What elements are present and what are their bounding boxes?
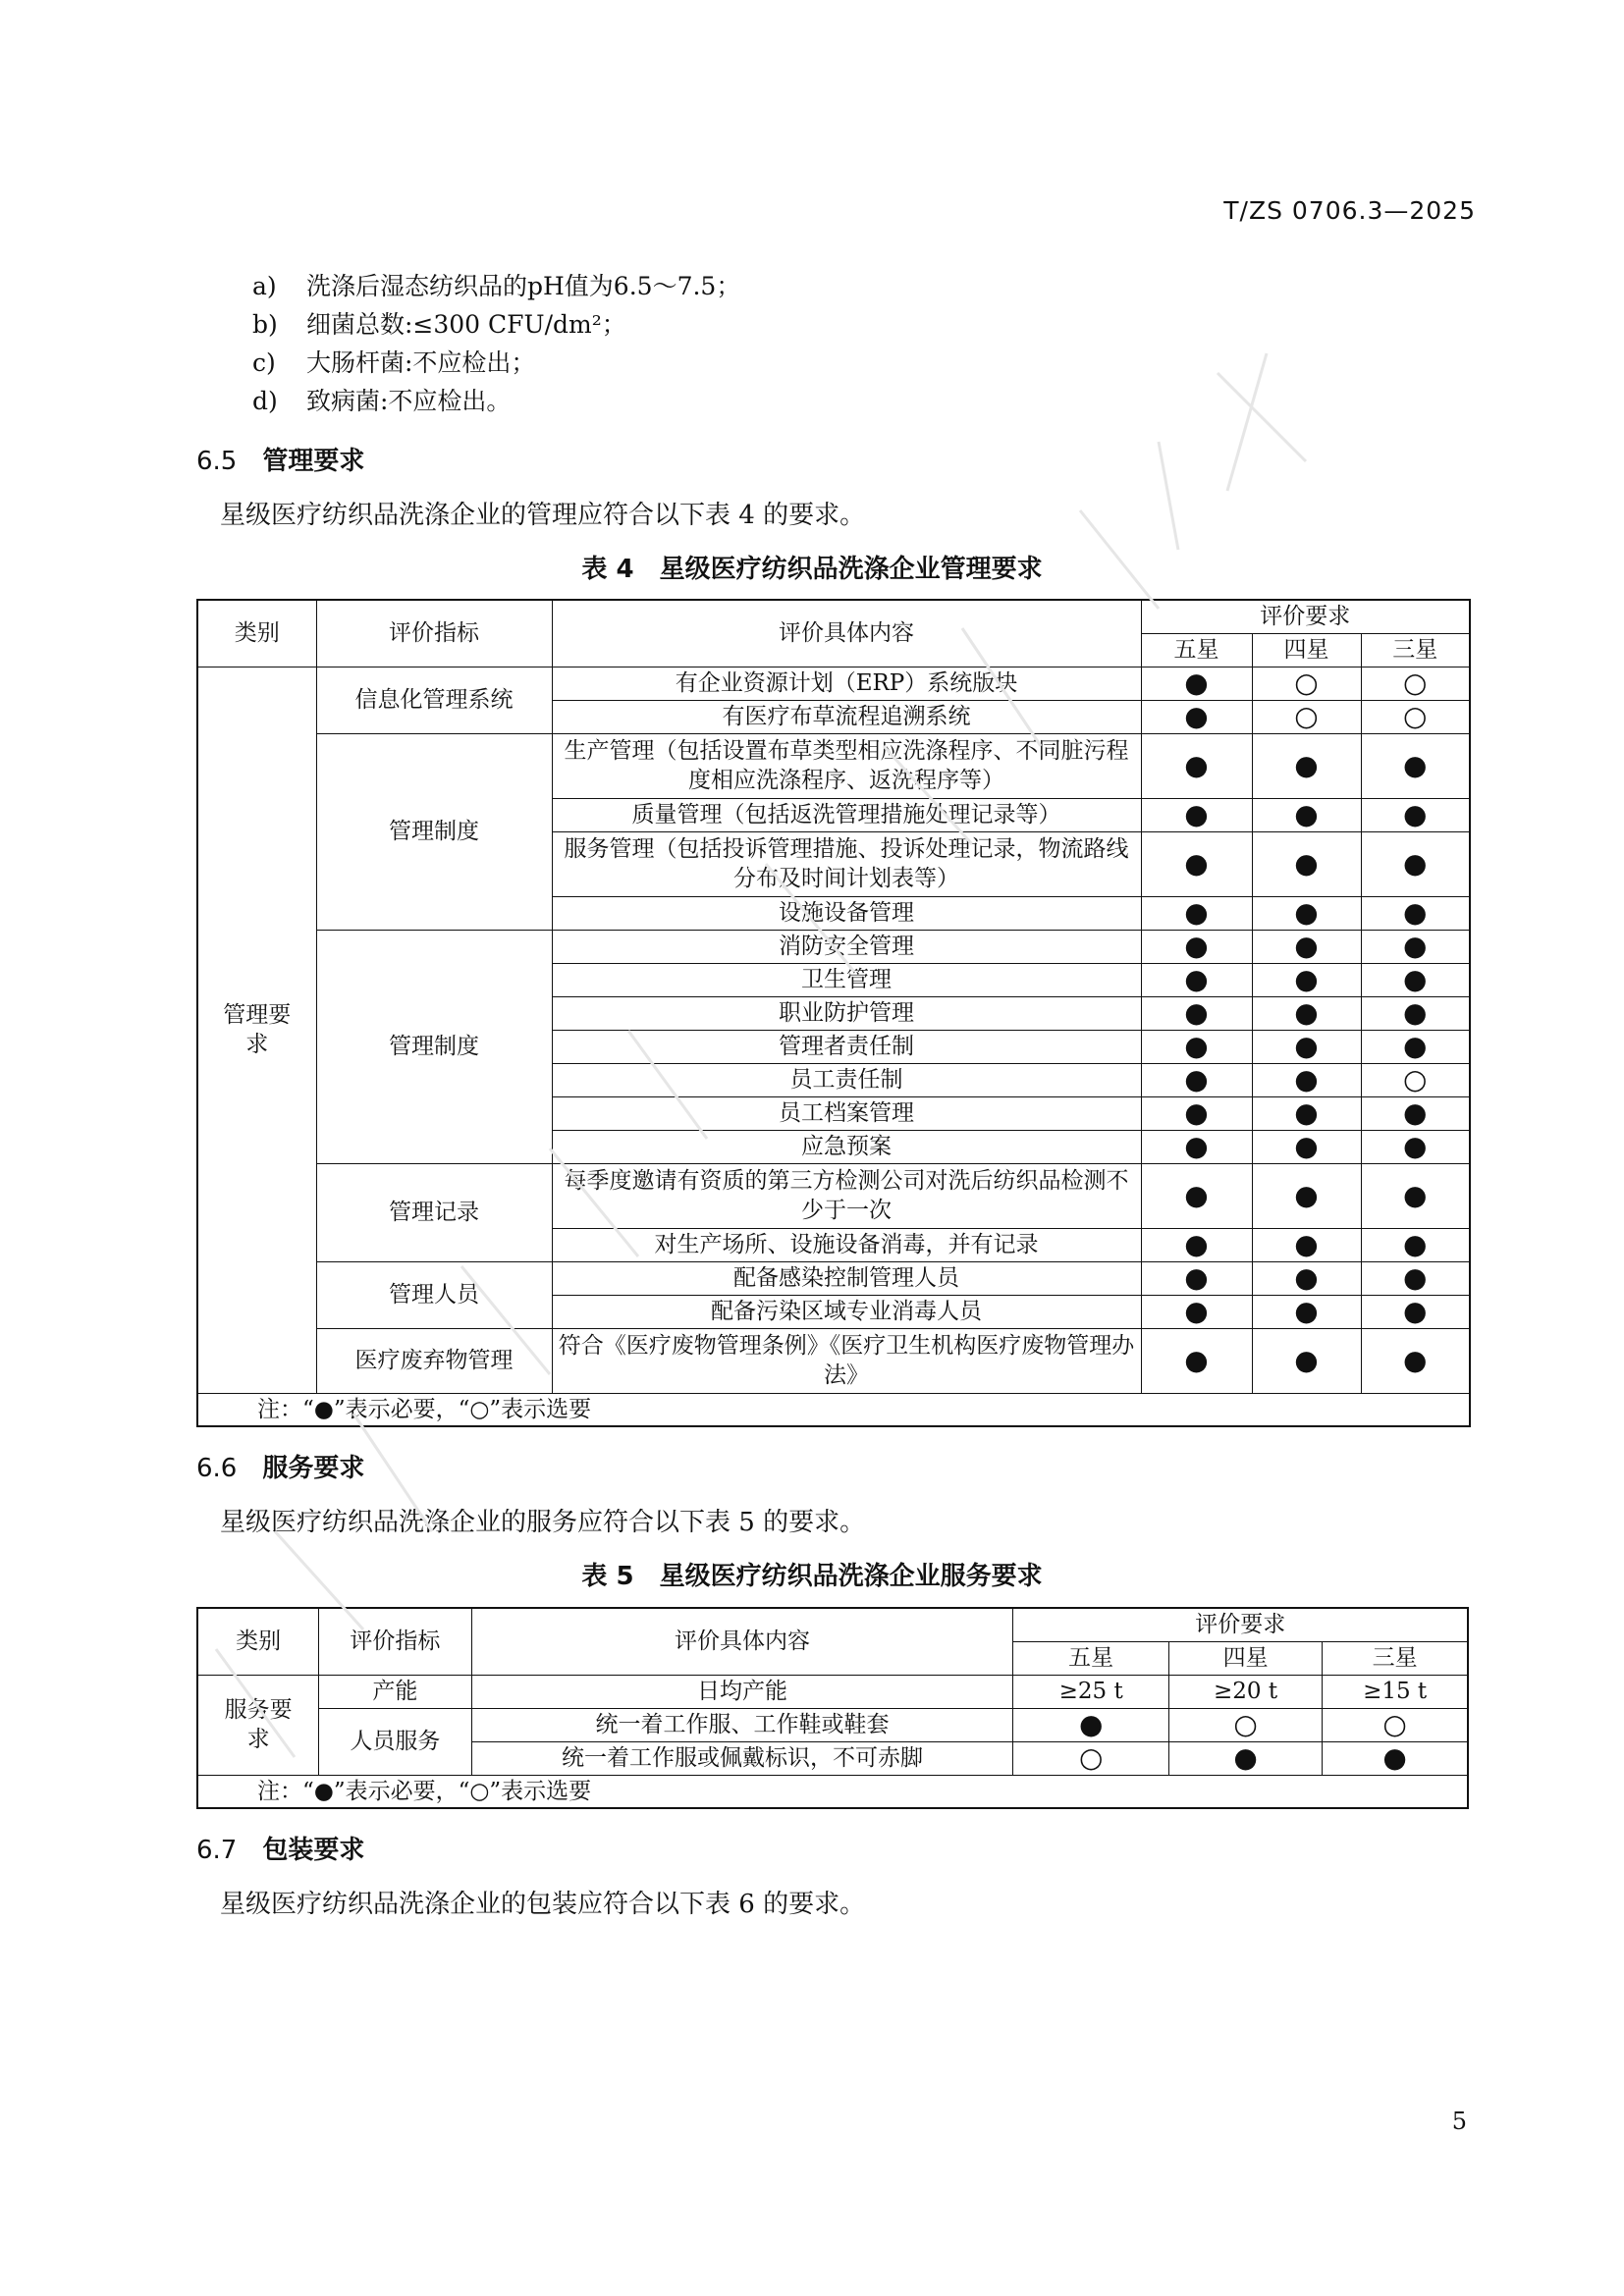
- five-star-mark: ●: [1141, 1096, 1252, 1130]
- five-star-mark: ○: [1013, 1741, 1168, 1775]
- four-star-mark: ●: [1252, 963, 1361, 996]
- five-star-mark: ●: [1141, 963, 1252, 996]
- five-star-mark: ●: [1141, 831, 1252, 896]
- list-item: d) 致病菌:不应检出。: [252, 387, 512, 415]
- table-note: 注：“●”表示必要，“○”表示选要: [197, 1393, 1470, 1426]
- section-paragraph: 星级医疗纺织品洗涤企业的管理应符合以下表 4 的要求。: [220, 501, 866, 530]
- category-cell: 管理要求: [197, 667, 316, 1393]
- header-three-star: 三星: [1323, 1641, 1468, 1675]
- list-item: a) 洗涤后湿态纺织品的pH值为6.5～7.5；: [252, 272, 741, 300]
- page-number: 5: [1451, 2108, 1467, 2135]
- five-star-mark: ●: [1141, 1328, 1252, 1393]
- content-cell: 统一着工作服、工作鞋或鞋套: [471, 1708, 1013, 1741]
- four-star-mark: ●: [1252, 1328, 1361, 1393]
- five-star-mark: ●: [1141, 1130, 1252, 1163]
- table-row: [197, 930, 1470, 963]
- content-cell: 卫生管理: [552, 963, 1141, 996]
- five-star-value: ≥25 t: [1013, 1675, 1168, 1708]
- content-cell: 对生产场所、设施设备消毒，并有记录: [552, 1228, 1141, 1261]
- four-star-mark: ●: [1252, 1228, 1361, 1261]
- three-star-mark: ●: [1361, 798, 1470, 831]
- section-heading-6-6: 6.6 服务要求: [196, 1454, 365, 1483]
- three-star-mark: ●: [1361, 1295, 1470, 1328]
- content-cell: 统一着工作服或佩戴标识，不可赤脚: [471, 1741, 1013, 1775]
- five-star-mark: ●: [1141, 1030, 1252, 1063]
- five-star-mark: ●: [1141, 1228, 1252, 1261]
- five-star-mark: ●: [1141, 1163, 1252, 1228]
- header-requirement: 评价要求: [1013, 1608, 1468, 1641]
- section-paragraph: 星级医疗纺织品洗涤企业的服务应符合以下表 5 的要求。: [220, 1508, 866, 1537]
- content-cell: 有企业资源计划（ERP）系统版块: [552, 667, 1141, 700]
- four-star-mark: ●: [1252, 896, 1361, 930]
- header-content: 评价具体内容: [552, 600, 1141, 667]
- header-five-star: 五星: [1141, 633, 1252, 667]
- header-indicator: 评价指标: [319, 1608, 471, 1675]
- four-star-value: ≥20 t: [1168, 1675, 1322, 1708]
- three-star-mark: ○: [1361, 700, 1470, 733]
- four-star-mark: ●: [1168, 1741, 1322, 1775]
- header-four-star: 四星: [1252, 633, 1361, 667]
- content-cell: 设施设备管理: [552, 896, 1141, 930]
- five-star-mark: ●: [1141, 996, 1252, 1030]
- three-star-mark: ●: [1323, 1741, 1468, 1775]
- header-three-star: 三星: [1361, 633, 1470, 667]
- three-star-mark: ●: [1361, 1163, 1470, 1228]
- four-star-mark: ●: [1252, 930, 1361, 963]
- section-heading-6-7: 6.7 包装要求: [196, 1836, 365, 1865]
- three-star-mark: ●: [1361, 996, 1470, 1030]
- header-content: 评价具体内容: [471, 1608, 1013, 1675]
- three-star-mark: ●: [1361, 1261, 1470, 1295]
- five-star-mark: ●: [1141, 896, 1252, 930]
- table-row: [197, 733, 1470, 798]
- content-cell: 质量管理（包括返洗管理措施处理记录等）: [552, 798, 1141, 831]
- three-star-mark: ●: [1361, 831, 1470, 896]
- three-star-mark: ●: [1361, 733, 1470, 798]
- three-star-mark: ●: [1361, 1096, 1470, 1130]
- category-cell: 服务要求: [197, 1675, 319, 1775]
- table-caption: 表 5 星级医疗纺织品洗涤企业服务要求: [581, 1562, 1043, 1591]
- four-star-mark: ●: [1252, 1295, 1361, 1328]
- indicator-cell: 管理制度: [316, 930, 552, 1163]
- header-requirement: 评价要求: [1141, 600, 1470, 633]
- five-star-mark: ●: [1141, 930, 1252, 963]
- content-cell: 职业防护管理: [552, 996, 1141, 1030]
- table-note: 注：“●”表示必要，“○”表示选要: [197, 1775, 1468, 1808]
- four-star-mark: ●: [1252, 733, 1361, 798]
- four-star-mark: ●: [1252, 1096, 1361, 1130]
- indicator-cell: 信息化管理系统: [316, 667, 552, 733]
- header-indicator: 评价指标: [316, 600, 552, 667]
- four-star-mark: ●: [1252, 1261, 1361, 1295]
- table-note-row: [197, 1393, 1470, 1426]
- management-requirements-table: [196, 599, 1471, 1427]
- section-paragraph: 星级医疗纺织品洗涤企业的包装应符合以下表 6 的要求。: [220, 1890, 866, 1919]
- three-star-mark: ●: [1361, 963, 1470, 996]
- content-cell: 生产管理（包括设置布草类型相应洗涤程序、不同脏污程度相应洗涤程序、返洗程序等）: [552, 733, 1141, 798]
- five-star-mark: ●: [1141, 1261, 1252, 1295]
- content-cell: 应急预案: [552, 1130, 1141, 1163]
- four-star-mark: ●: [1252, 831, 1361, 896]
- header-five-star: 五星: [1013, 1641, 1168, 1675]
- three-star-mark: ○: [1361, 1063, 1470, 1096]
- four-star-mark: ○: [1252, 667, 1361, 700]
- content-cell: 员工档案管理: [552, 1096, 1141, 1130]
- table-row: [197, 1261, 1470, 1295]
- four-star-mark: ○: [1168, 1708, 1322, 1741]
- table-row: [197, 1675, 1468, 1708]
- five-star-mark: ●: [1141, 667, 1252, 700]
- indicator-cell: 产能: [319, 1675, 471, 1708]
- content-cell: 有医疗布草流程追溯系统: [552, 700, 1141, 733]
- three-star-mark: ●: [1361, 930, 1470, 963]
- three-star-mark: ○: [1323, 1708, 1468, 1741]
- content-cell: 日均产能: [471, 1675, 1013, 1708]
- three-star-mark: ●: [1361, 896, 1470, 930]
- header-four-star: 四星: [1168, 1641, 1322, 1675]
- five-star-mark: ●: [1141, 1295, 1252, 1328]
- five-star-mark: ●: [1141, 1063, 1252, 1096]
- section-heading-6-5: 6.5 管理要求: [196, 447, 365, 476]
- four-star-mark: ●: [1252, 1030, 1361, 1063]
- indicator-cell: 管理人员: [316, 1261, 552, 1328]
- content-cell: 服务管理（包括投诉管理措施、投诉处理记录，物流路线分布及时间计划表等）: [552, 831, 1141, 896]
- requirement-list: [252, 267, 740, 420]
- four-star-mark: ○: [1252, 700, 1361, 733]
- three-star-mark: ●: [1361, 1030, 1470, 1063]
- table-caption: 表 4 星级医疗纺织品洗涤企业管理要求: [581, 555, 1043, 584]
- three-star-mark: ●: [1361, 1130, 1470, 1163]
- content-cell: 每季度邀请有资质的第三方检测公司对洗后纺织品检测不少于一次: [552, 1163, 1141, 1228]
- content-cell: 配备污染区域专业消毒人员: [552, 1295, 1141, 1328]
- table-row: [197, 667, 1470, 700]
- content-cell: 符合《医疗废物管理条例》《医疗卫生机构医疗废物管理办法》: [552, 1328, 1141, 1393]
- three-star-value: ≥15 t: [1323, 1675, 1468, 1708]
- five-star-mark: ●: [1013, 1708, 1168, 1741]
- four-star-mark: ●: [1252, 996, 1361, 1030]
- table-row: [197, 1328, 1470, 1393]
- indicator-cell: 人员服务: [319, 1708, 471, 1775]
- content-cell: 配备感染控制管理人员: [552, 1261, 1141, 1295]
- five-star-mark: ●: [1141, 700, 1252, 733]
- four-star-mark: ●: [1252, 1163, 1361, 1228]
- three-star-mark: ●: [1361, 1328, 1470, 1393]
- service-requirements-table: [196, 1607, 1469, 1809]
- three-star-mark: ●: [1361, 1228, 1470, 1261]
- content-cell: 消防安全管理: [552, 930, 1141, 963]
- list-item: c) 大肠杆菌:不应检出；: [252, 348, 536, 377]
- five-star-mark: ●: [1141, 733, 1252, 798]
- three-star-mark: ○: [1361, 667, 1470, 700]
- table-row: [197, 1708, 1468, 1741]
- four-star-mark: ●: [1252, 1130, 1361, 1163]
- indicator-cell: 管理制度: [316, 733, 552, 930]
- four-star-mark: ●: [1252, 798, 1361, 831]
- table-note-row: [197, 1775, 1468, 1808]
- table-row: [197, 1163, 1470, 1228]
- four-star-mark: ●: [1252, 1063, 1361, 1096]
- list-item: b) 细菌总数:≤300 CFU/dm²；: [252, 310, 626, 339]
- header-category: 类别: [197, 1608, 319, 1675]
- document-code: T/ZS 0706.3—2025: [1223, 196, 1476, 225]
- indicator-cell: 医疗废弃物管理: [316, 1328, 552, 1393]
- content-cell: 管理者责任制: [552, 1030, 1141, 1063]
- five-star-mark: ●: [1141, 798, 1252, 831]
- indicator-cell: 管理记录: [316, 1163, 552, 1261]
- header-category: 类别: [197, 600, 316, 667]
- content-cell: 员工责任制: [552, 1063, 1141, 1096]
